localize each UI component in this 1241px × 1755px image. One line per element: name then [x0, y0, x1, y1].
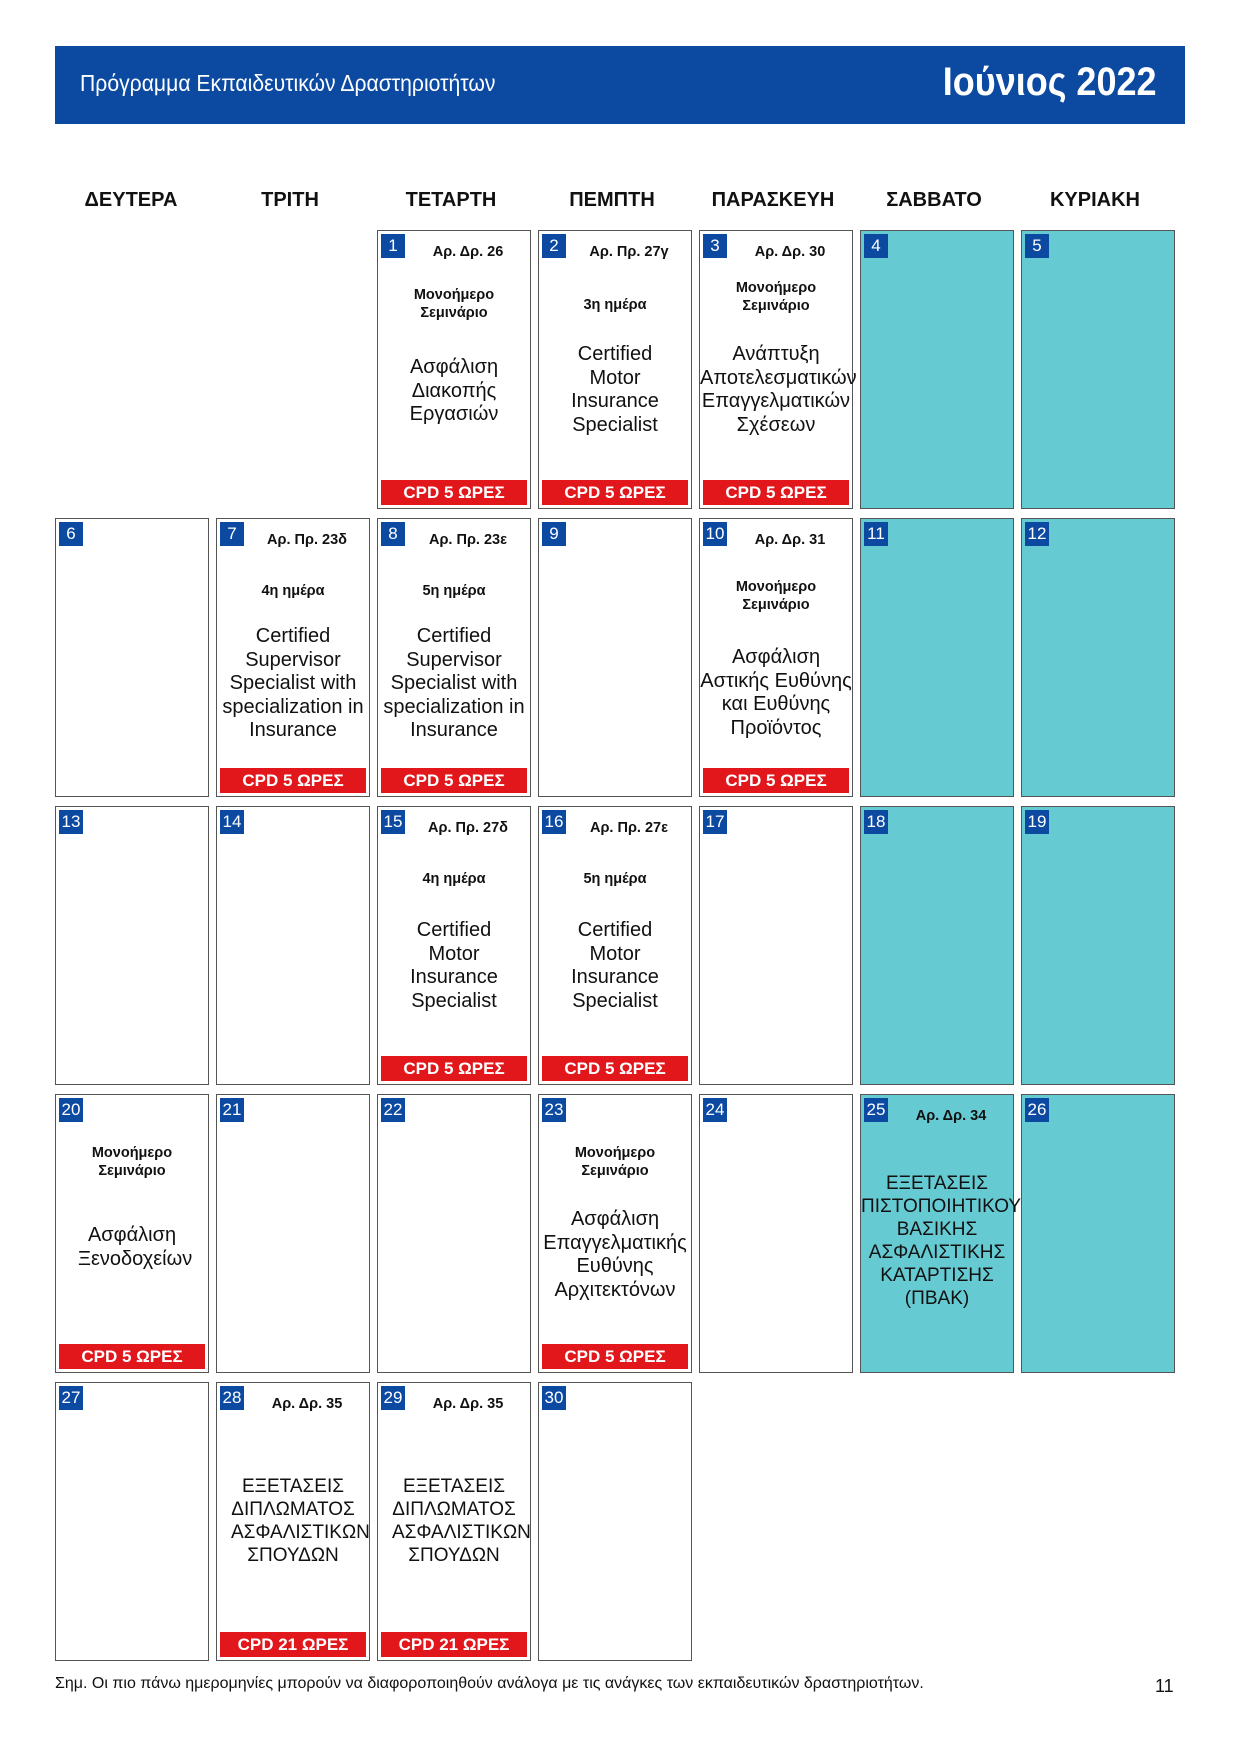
day-number: 6 — [59, 522, 83, 546]
course-reference: Αρ. Πρ. 23δ — [267, 532, 347, 548]
cpd-badge: CPD 5 ΩΡΕΣ — [542, 1344, 688, 1369]
course-title: Certified Motor Insurance Specialist — [410, 919, 498, 1012]
day-cell-28 — [216, 1382, 370, 1661]
day-number: 29 — [381, 1386, 405, 1410]
course-title: Ασφάλιση Διακοπής Εργασιών — [409, 356, 499, 425]
day-cell-2 — [538, 230, 692, 509]
day-number: 23 — [542, 1098, 566, 1122]
course-type: Μονοήμερο Σεμινάριο — [574, 1145, 656, 1179]
day-cell-9 — [538, 518, 692, 797]
day-number: 25 — [864, 1098, 888, 1122]
course-type: Μονοήμερο Σεμινάριο — [735, 280, 817, 314]
day-number: 15 — [381, 810, 405, 834]
day-cell-4 — [860, 230, 1014, 509]
day-cell-17 — [699, 806, 853, 1085]
page-number: 11 — [1155, 1676, 1174, 1696]
course-reference: Αρ. Πρ. 27δ — [428, 820, 508, 836]
day-cell-12 — [1021, 518, 1175, 797]
day-cell-18 — [860, 806, 1014, 1085]
day-cell-5 — [1021, 230, 1175, 509]
day-cell-13 — [55, 806, 209, 1085]
day-cell-7 — [216, 518, 370, 797]
course-reference: Αρ. Δρ. 34 — [915, 1108, 987, 1124]
course-type: 5η ημέρα — [422, 583, 486, 599]
course-title: ΕΞΕΤΑΣΕΙΣ ΠΙΣΤΟΠΟΙΗΤΙΚΟΥ ΒΑΣΙΚΗΣ ΑΣΦΑΛΙΣΤΙΚΗΣ ΚΑΤΑΡΤΙΣΗΣ (ΠΒΑΚ) — [861, 1173, 1022, 1309]
cpd-badge: CPD 5 ΩΡΕΣ — [59, 1344, 205, 1369]
cpd-badge: CPD 5 ΩΡΕΣ — [381, 480, 527, 505]
page-title: Ιούνιος 2022 — [943, 60, 1157, 104]
day-cell-19 — [1021, 806, 1175, 1085]
weekday-tuesday: ΤΡΙΤΗ — [261, 189, 319, 211]
day-cell-27 — [55, 1382, 209, 1661]
course-title: Certified Motor Insurance Specialist — [571, 919, 659, 1012]
course-title: Ασφάλιση Ξενοδοχείων — [78, 1224, 193, 1270]
course-reference: Αρ. Πρ. 27γ — [589, 244, 669, 260]
day-number: 16 — [542, 810, 566, 834]
day-cell-14 — [216, 806, 370, 1085]
course-title: Ασφάλιση Αστικής Ευθύνης και Ευθύνης Προϊόντος — [700, 646, 852, 739]
day-number: 19 — [1025, 810, 1049, 834]
header-banner — [55, 46, 1185, 124]
cpd-badge: CPD 5 ΩΡΕΣ — [381, 768, 527, 793]
day-number: 11 — [864, 522, 888, 546]
day-cell-8 — [377, 518, 531, 797]
day-number: 13 — [59, 810, 83, 834]
day-number: 8 — [381, 522, 405, 546]
day-number: 4 — [864, 234, 888, 258]
day-number: 7 — [220, 522, 244, 546]
day-number: 26 — [1025, 1098, 1049, 1122]
course-type: 3η ημέρα — [583, 297, 647, 313]
day-cell-21 — [216, 1094, 370, 1373]
footnote: Σημ. Οι πιο πάνω ημερομηνίες μπορούν να διαφοροποιηθούν ανάλογα με τις ανάγκες των εκπαιδευτικών δραστηριοτήτων. — [55, 1675, 924, 1692]
course-type: Μονοήμερο Σεμινάριο — [413, 287, 495, 321]
course-reference: Αρ. Δρ. 31 — [754, 532, 826, 548]
day-cell-15 — [377, 806, 531, 1085]
course-type: 4η ημέρα — [422, 871, 486, 887]
day-cell-6 — [55, 518, 209, 797]
weekday-friday: ΠΑΡΑΣΚΕΥΗ — [711, 189, 835, 211]
day-number: 22 — [381, 1098, 405, 1122]
cpd-badge: CPD 5 ΩΡΕΣ — [220, 768, 366, 793]
course-title: Certified Motor Insurance Specialist — [571, 343, 659, 436]
day-number: 1 — [381, 234, 405, 258]
cpd-badge: CPD 5 ΩΡΕΣ — [703, 480, 849, 505]
course-reference: Αρ. Δρ. 26 — [432, 244, 504, 260]
day-cell-30 — [538, 1382, 692, 1661]
day-number: 5 — [1025, 234, 1049, 258]
day-number: 9 — [542, 522, 566, 546]
cpd-badge: CPD 5 ΩΡΕΣ — [542, 1056, 688, 1081]
day-number: 27 — [59, 1386, 83, 1410]
day-number: 20 — [59, 1098, 83, 1122]
weekday-saturday: ΣΑΒΒΑΤΟ — [886, 189, 982, 211]
day-number: 14 — [220, 810, 244, 834]
day-cell-22 — [377, 1094, 531, 1373]
weekday-sunday: ΚΥΡΙΑΚΗ — [1049, 189, 1140, 211]
day-number: 2 — [542, 234, 566, 258]
day-number: 24 — [703, 1098, 727, 1122]
day-cell-26 — [1021, 1094, 1175, 1373]
day-cell-25 — [860, 1094, 1022, 1373]
day-cell-1 — [377, 230, 531, 509]
cpd-badge: CPD 5 ΩΡΕΣ — [542, 480, 688, 505]
course-title: ΕΞΕΤΑΣΕΙΣ ΔΙΠΛΩΜΑΤΟΣ ΑΣΦΑΛΙΣΤΙΚΩΝ ΣΠΟΥΔΩΝ — [392, 1476, 531, 1566]
course-reference: Αρ. Πρ. 23ε — [428, 532, 507, 548]
day-cell-11 — [860, 518, 1014, 797]
course-title: Certified Supervisor Specialist with specialization in Insurance — [383, 625, 525, 741]
course-reference: Αρ. Δρ. 30 — [754, 244, 826, 260]
day-number: 30 — [542, 1386, 566, 1410]
cpd-badge: CPD 21 ΩΡΕΣ — [220, 1632, 366, 1657]
day-number: 17 — [703, 810, 727, 834]
course-title: Certified Supervisor Specialist with specialization in Insurance — [222, 625, 364, 741]
day-number: 21 — [220, 1098, 244, 1122]
weekday-thursday: ΠΕΜΠΤΗ — [569, 189, 655, 211]
course-reference: Αρ. Δρ. 35 — [432, 1396, 504, 1412]
course-type: Μονοήμερο Σεμινάριο — [91, 1145, 173, 1179]
day-cell-3 — [699, 230, 857, 509]
day-number: 18 — [864, 810, 888, 834]
day-cell-16 — [538, 806, 692, 1085]
course-type: 5η ημέρα — [583, 871, 647, 887]
day-number: 10 — [703, 522, 727, 546]
header-subtitle: Πρόγραμμα Εκπαιδευτικών Δραστηριοτήτων — [80, 70, 496, 96]
cpd-badge: CPD 5 ΩΡΕΣ — [381, 1056, 527, 1081]
course-reference: Αρ. Πρ. 27ε — [589, 820, 668, 836]
course-type: Μονοήμερο Σεμινάριο — [735, 579, 817, 613]
course-reference: Αρ. Δρ. 35 — [271, 1396, 343, 1412]
course-title: Ασφάλιση Επαγγελματικής Ευθύνης Αρχιτεκτόνων — [543, 1208, 687, 1301]
day-cell-24 — [699, 1094, 853, 1373]
day-number: 12 — [1025, 522, 1049, 546]
day-number: 28 — [220, 1386, 244, 1410]
day-cell-23 — [538, 1094, 692, 1373]
cpd-badge: CPD 5 ΩΡΕΣ — [703, 768, 849, 793]
day-cell-29 — [377, 1382, 531, 1661]
day-cell-20 — [55, 1094, 209, 1373]
day-number: 3 — [703, 234, 727, 258]
weekday-monday: ΔΕΥΤΕΡΑ — [84, 189, 178, 211]
cpd-badge: CPD 21 ΩΡΕΣ — [381, 1632, 527, 1657]
course-type: 4η ημέρα — [261, 583, 325, 599]
course-title: Ανάπτυξη Αποτελεσματικών Επαγγελματικών Σχέσεων — [700, 343, 857, 436]
weekday-wednesday: ΤΕΤΑΡΤΗ — [405, 189, 497, 211]
course-title: ΕΞΕΤΑΣΕΙΣ ΔΙΠΛΩΜΑΤΟΣ ΑΣΦΑΛΙΣΤΙΚΩΝ ΣΠΟΥΔΩΝ — [231, 1476, 370, 1566]
day-cell-10 — [699, 518, 853, 797]
